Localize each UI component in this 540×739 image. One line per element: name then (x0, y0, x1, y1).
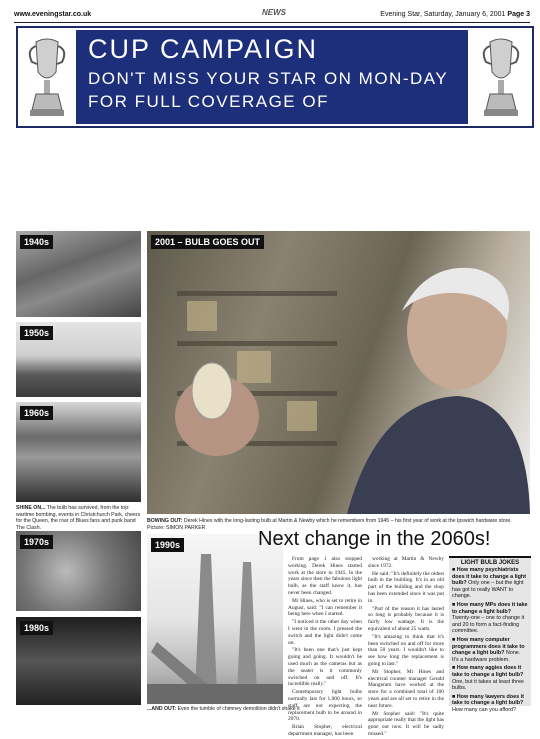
left-photos-caption: SHINE ON... The bulb has survived, from the top: wartime bombing, events in Christchurch Park, cheers for the Queen, the roar of Blues fans and punk band The Clash. (16, 505, 141, 531)
section-label: NEWS (262, 8, 286, 17)
banner-panel (76, 30, 468, 124)
fa-cup-trophy-icon (22, 32, 72, 120)
page-header (14, 8, 530, 22)
header-rule (14, 22, 530, 23)
photo-1960s[interactable] (16, 402, 141, 502)
paper-date-line: Evening Star, Saturday, January 6, 2001 Page 3 (380, 11, 530, 18)
joke-item: ■ How many aggies does it take to change a light bulb? One, but it takes at least three bulbs. (452, 665, 524, 692)
article-paragraph: From page 1 also stopped working. Derek Hines started work at the store in 1945. In the years since then the fabulous light bulb, as the staff know it, has never been changed. (288, 556, 362, 596)
article-paragraph: "It's amazing to think that it's been switched on and off for more than 50 years. I wouldn't like to see how long the replacement is going to last." (368, 633, 444, 667)
article-paragraph: Mr Hines, who is set to retire in August, said: "I can remember it being here when I started. (288, 597, 362, 618)
article-paragraph: Mr Stopher, Mr Hines and electrical counter manager Gerald Mangeram have worked at the store for a combined total of 100 years and are all set to retire in the near future. (368, 668, 444, 709)
article-paragraph: Contemporary light bulbs normally last for 1,000 hours, so staff are not expecting the replacement bulb to be around in 2070. (288, 689, 362, 723)
fa-cup-trophy-icon (476, 32, 526, 120)
joke-item: ■ How many computer programmers does it take to change a light bulb? None. It's a hardware problem. (452, 636, 525, 663)
banner-subtitle: DON'T MISS YOUR STAR ON MON-DAY FOR FULL COVERAGE OF (88, 69, 448, 111)
joke-item: ■ How many MPs does it take to change a light bulb? Twenty-one – one to change it and 20 to form a fact-finding committee. (452, 601, 528, 635)
main-photo-scene (147, 231, 530, 514)
decade-tag: 1980s (20, 621, 53, 635)
demolition-chimneys (147, 534, 283, 704)
photo-1970s[interactable] (16, 531, 141, 611)
article-column-1 (288, 556, 362, 739)
main-photo[interactable] (147, 231, 530, 514)
decade-tag: 1940s (20, 235, 53, 249)
joke-item: ■ How many psychiatrists does it take to change a light bulb? Only one – but the light has got to really WANT to change. (452, 567, 526, 600)
banner-title: CUP CAMPAIGN (88, 34, 319, 64)
decade-tag: 1960s (20, 406, 53, 420)
article-paragraph: Brian Stopher, electrical department manager, has been (288, 724, 362, 737)
joke-item: ■ How many lawyers does it take to change a light bulb? How many can you afford? (452, 693, 524, 713)
article-column-2 (368, 556, 444, 739)
article-headline: Next change in the 2060s! (258, 528, 491, 550)
page-number: Page 3 (507, 11, 530, 18)
photo-1950s[interactable] (16, 322, 141, 397)
article-paragraph: working at Martin & Newby since 1972. (368, 556, 444, 569)
article-paragraph: Mr Stopher said: "It's quite appropriate really that the light has gone out now. It will be sadly missed." (368, 710, 444, 737)
demolition-caption: ...AND OUT: Even the tumble of chimney demolition didn't shake it (147, 706, 300, 712)
decade-tag: 1990s (151, 538, 184, 552)
photo-1940s[interactable] (16, 231, 141, 317)
article-paragraph: He said: "It's definitely the oldest bulb in the building. It's in an old part of the building and the shop has been extended since it was put in. (368, 570, 444, 604)
main-photo-caption: BOWING OUT: Derek Hines with the long-lasting bulb at Martin & Newby which he remembers from 1945 – his first year of work at the Ipswich hardware store. Picture: SIMON PARKER (147, 518, 512, 531)
decade-tag: 1950s (20, 326, 53, 340)
decade-tag: 1970s (20, 535, 53, 549)
site-url[interactable]: www.eveningstar.co.uk (14, 11, 92, 18)
light-bulb-jokes-box (449, 556, 531, 713)
article-paragraph: "I noticed it the other day when I went in the room. I pressed the switch and the light didn't come on. (288, 619, 362, 646)
article-paragraph: "It's been one that's just kept going and going. It wouldn't be used much as the cameras but as the seater is it commonly switched on and off. It's incredible really." (288, 647, 362, 688)
photo-1980s[interactable] (16, 617, 141, 705)
main-photo-tag: 2001 – BULB GOES OUT (151, 235, 264, 249)
cup-campaign-banner (16, 26, 534, 128)
photo-1990s[interactable] (147, 534, 283, 704)
article-paragraph: "Part of the reason it has lasted so long is probably because it is fairly low wattage. It is the equivalent of about 25 watts. (368, 605, 444, 632)
jokes-title: LIGHT BULB JOKES (460, 560, 520, 566)
